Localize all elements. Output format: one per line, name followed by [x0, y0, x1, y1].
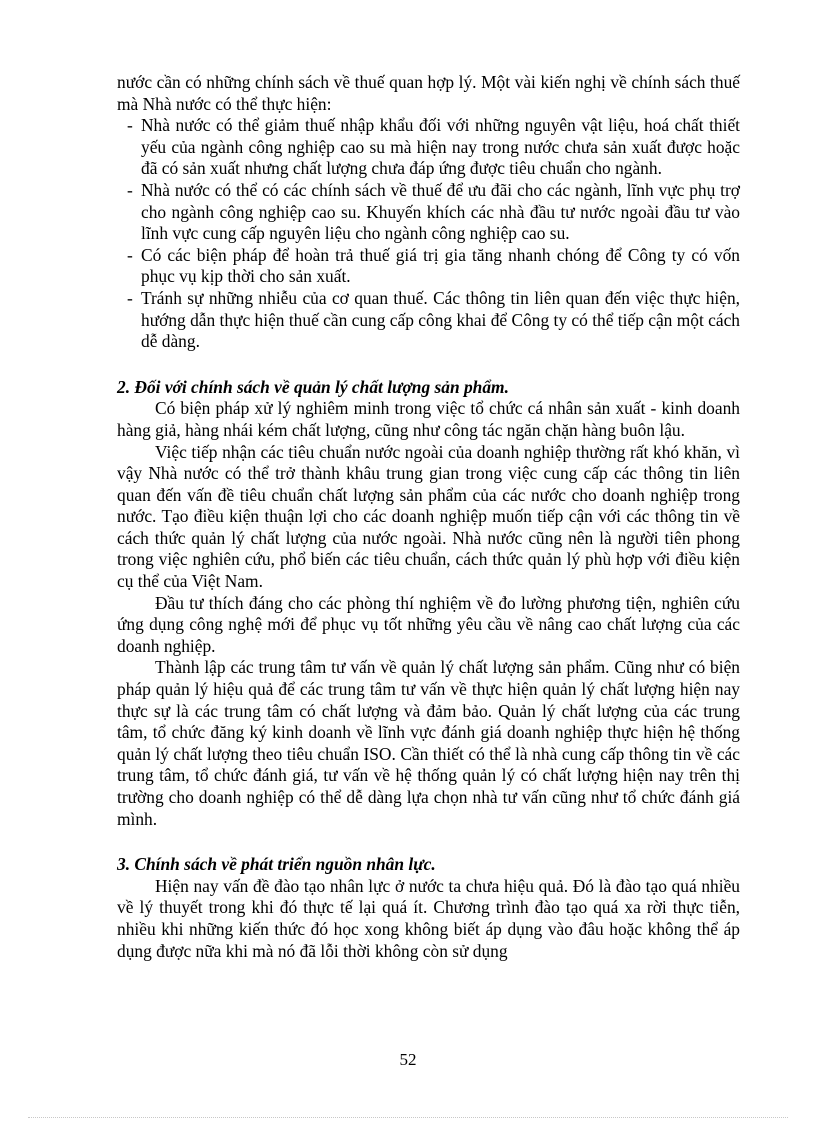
intro-paragraph: nước cần có những chính sách về thuế quan hợp lý. Một vài kiến nghị về chính sách thuế mà Nhà nước có thể thực hiện: [117, 72, 740, 114]
paragraph: Có biện pháp xử lý nghiêm minh trong việc tổ chức cá nhân sản xuất - kinh doanh hàng giả, hàng nhái kém chất lượng, cũng như công tác ngăn chặn hàng buôn lậu. [117, 398, 740, 440]
bullet-marker: - [127, 287, 133, 308]
list-item [117, 288, 740, 353]
bullet-marker: - [127, 244, 133, 265]
section-heading-human-resources: 3. Chính sách về phát triển nguồn nhân lực. [117, 854, 436, 875]
section-heading-quality: 2. Đối với chính sách về quản lý chất lượng sản phẩm. [117, 376, 509, 397]
list-item [117, 180, 740, 245]
bullet-marker: - [127, 179, 133, 200]
paragraph: Thành lập các trung tâm tư vấn về quản lý chất lượng sản phẩm. Cũng như có biện pháp quản lý hiệu quả để các trung tâm tư vấn về thực hiện quản lý chất lượng hiện nay thực sự là các trung tâm có chất lượng và đảm bảo. Quản lý chất lượng của các trung tâm, tổ chức đăng ký kinh doanh về lĩnh vực đánh giá doanh nghiệp thực hiện hệ thống quản lý chất lượng theo tiêu chuẩn ISO. Cần thiết có thể là nhà cung cấp thông tin về các trung tâm, tổ chức đánh giá, tư vấn về hệ thống quản lý có chất lượng hiện nay trên thị trường cho doanh nghiệp có thể dễ dàng lựa chọn nhà tư vấn cũng như tổ chức đánh giá mình. [117, 657, 740, 829]
page-number: 52 [399, 1050, 417, 1069]
list-item-text: Có các biện pháp để hoàn trả thuế giá trị gia tăng nhanh chóng để Công ty có vốn phục vụ kịp thời cho sản xuất. [141, 244, 740, 287]
list-item-text: Nhà nước có thể giảm thuế nhập khẩu đối với những nguyên vật liệu, hoá chất thiết yếu của ngành công nghiệp cao su mà hiện nay trong nước chưa sản xuất được hoặc đã có sản xuất nhưng chất lượng chưa đáp ứng được tiêu chuẩn cho ngành. [141, 115, 740, 179]
list-item [117, 245, 740, 288]
tax-policy-list [117, 115, 740, 353]
bullet-marker: - [127, 115, 133, 136]
list-item [117, 115, 740, 180]
page-body [117, 72, 740, 962]
page-bottom-rule [28, 1117, 788, 1118]
list-item-text: Nhà nước có thể có các chính sách về thuế để ưu đãi cho các ngành, lĩnh vực phụ trợ cho ngành công nghiệp cao su. Khuyến khích các nhà đầu tư nước ngoài đầu tư vào lĩnh vực cung cấp nguyên liệu cho ngành công nghiệp cao su. [141, 179, 740, 244]
list-item-text: Tránh sự những nhiễu của cơ quan thuế. Các thông tin liên quan đến việc thực hiện, hướng dẫn thực hiện thuế cần cung cấp công khai để Công ty có thể tiếp cận một cách dễ dàng. [141, 287, 740, 352]
paragraph: Việc tiếp nhận các tiêu chuẩn nước ngoài của doanh nghiệp thường rất khó khăn, vì vậy Nhà nước có thể trở thành khâu trung gian trong việc cung cấp các thông tin liên quan đến vấn đề tiêu chuẩn chất lượng sản phẩm của các nước cho doanh nghiệp trong nước. Tạo điều kiện thuận lợi cho các doanh nghiệp muốn tiếp cận với các thông tin về cách thức quản lý chất lượng của nước ngoài. Nhà nước cũng nên là người tiên phong trong việc nghiên cứu, phổ biến các tiêu chuẩn, cách thức quản lý phù hợp với điều kiện cụ thể của Việt Nam. [117, 441, 740, 592]
paragraph: Đầu tư thích đáng cho các phòng thí nghiệm về đo lường phương tiện, nghiên cứu ứng dụng công nghệ mới để phục vụ tốt những yêu cầu về nâng cao chất lượng của các doanh nghiệp. [117, 592, 740, 656]
paragraph: Hiện nay vấn đề đào tạo nhân lực ở nước ta chưa hiệu quả. Đó là đào tạo quá nhiều về lý thuyết trong khi đó thực tế lại quá ít. Chương trình đào tạo quá xa rời thực tiễn, nhiều khi những kiến thức đó học xong không biết áp dụng vào đâu hoặc không thể áp dụng được nữa khi mà nó đã lỗi thời không còn sử dụng [117, 875, 740, 961]
